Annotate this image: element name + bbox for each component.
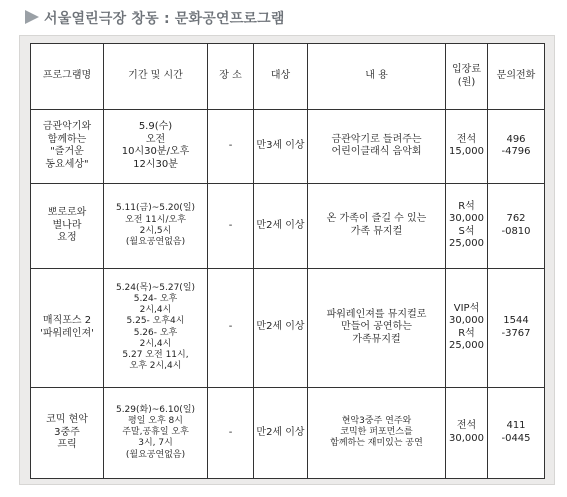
cell-period: 5.11(금)~5.20(일) 오전 11시/오후 2시,5시 (월요공연없음) [104,183,208,268]
page-header [0,0,567,38]
cell-target: 만2세 이상 [254,183,308,268]
cell-target: 만3세 이상 [254,110,308,184]
table-row [31,268,545,387]
cell-venue: - [208,183,254,268]
arrow-right-icon [25,10,39,24]
cell-price: VIP석 30,000 R석 25,000 [446,268,488,387]
cell-program: 코믹 현악 3중주 프릭 [31,387,104,478]
cell-contact: 762 -0810 [488,183,545,268]
cell-period: 5.24(목)~5.27(일) 5.24- 오후 2시,4시 5.25- 오후4시 5.26- 오후 2시,4시 5.27 오전 11시, 오후 2시,4시 [104,268,208,387]
cell-program: 매직포스 2 '파워레인져' [31,268,104,387]
header-venue: 장 소 [208,44,254,110]
header-target: 대상 [254,44,308,110]
cell-venue: - [208,268,254,387]
header-period: 기간 및 시간 [104,44,208,110]
header-program: 프로그램명 [31,44,104,110]
page-title: 서울열린극장 창동 : 문화공연프로그램 [44,11,285,27]
cell-target: 만2세 이상 [254,387,308,478]
program-table-container [30,43,544,479]
table-header-row [31,44,545,110]
cell-price: 전석 15,000 [446,110,488,184]
program-table [30,43,545,479]
cell-content: 온 가족이 즐길 수 있는 가족 뮤지컬 [308,183,446,268]
cell-content: 현악3중주 연주와 코믹한 퍼포먼스를 함께하는 재미있는 공연 [308,387,446,478]
cell-target: 만2세 이상 [254,268,308,387]
cell-program: 뽀로로와 별나라 요정 [31,183,104,268]
cell-price: 전석 30,000 [446,387,488,478]
cell-program: 금관악기와 함께하는 "즐거운 동요세상" [31,110,104,184]
cell-period: 5.29(화)~6.10(일) 평일 오후 8시 주말,공휴일 오후 3시, 7시 (월요공연없음) [104,387,208,478]
header-contact: 문의전화 [488,44,545,110]
cell-venue: - [208,387,254,478]
cell-contact: 496 -4796 [488,110,545,184]
table-row [31,110,545,184]
table-row [31,387,545,478]
cell-contact: 1544 -3767 [488,268,545,387]
header-price: 입장료 (원) [446,44,488,110]
cell-period: 5.9(수) 오전 10시30분/오후 12시30분 [104,110,208,184]
cell-content: 파워레인져를 뮤지컬로 만들어 공연하는 가족뮤지컬 [308,268,446,387]
header-content: 내 용 [308,44,446,110]
cell-venue: - [208,110,254,184]
cell-price: R석 30,000 S석 25,000 [446,183,488,268]
cell-contact: 411 -0445 [488,387,545,478]
cell-content: 금관악기로 들려주는 어린이클래식 음악회 [308,110,446,184]
table-row [31,183,545,268]
